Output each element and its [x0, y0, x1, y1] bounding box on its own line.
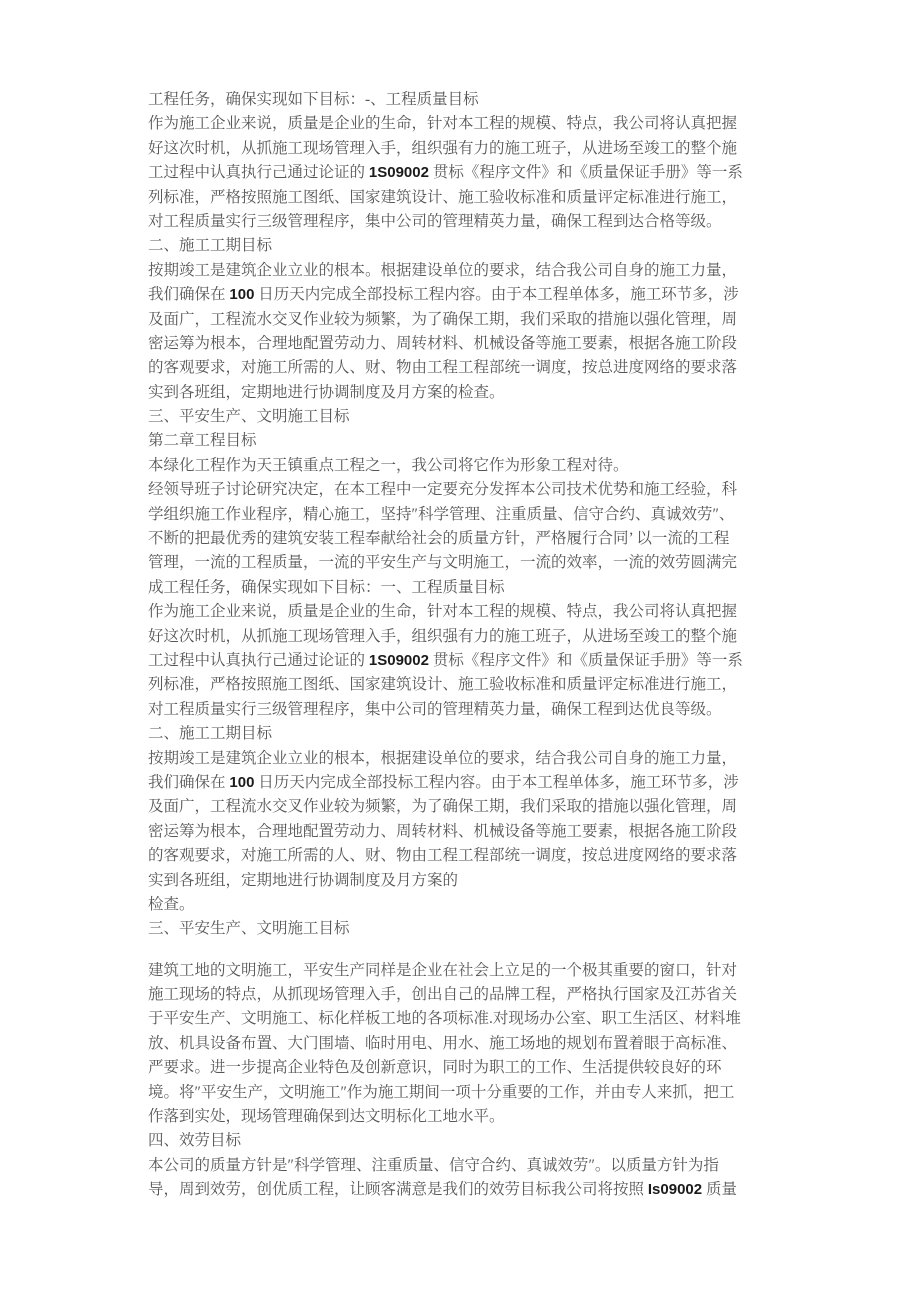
text-line — [148, 625, 758, 649]
text-segment: 的客观要求，对施工所需的人、财、物由工程工程部统一调度，按总进度网络的要求落 — [148, 359, 738, 377]
text-line — [148, 112, 758, 136]
text-line — [148, 869, 758, 893]
text-segment: 我们确保在 — [148, 286, 230, 304]
text-line — [148, 551, 758, 575]
text-line — [148, 983, 758, 1007]
text-segment: 对工程质量实行三级管理程序，集中公司的管理精英力量，确保工程到达合格等级。 — [148, 212, 722, 230]
text-line — [148, 1154, 758, 1178]
text-segment: 密运筹为根本，合理地配置劳动力、周转材料、机械设备等施工要素，根据各施工阶段 — [148, 334, 738, 352]
text-segment: 作为施工企业来说，质量是企业的生命，针对本工程的规模、特点，我公司将认真把握 — [148, 603, 738, 621]
text-segment: 三、平安生产、文明施工目标 — [148, 920, 350, 938]
text-segment: 列标准，严格按照施工图纸、国家建筑设计、施工验收标准和质量评定标准进行施工， — [148, 676, 738, 694]
text-segment: 境。将″平安生产，文明施工″作为施工期间一项十分重要的工作，并由专人来抓，把工 — [148, 1083, 735, 1101]
text-line — [148, 1178, 758, 1202]
text-line — [148, 503, 758, 527]
text-line — [148, 381, 758, 405]
text-segment: 工过程中认真执行己通过论证的 — [148, 164, 369, 182]
text-segment: 及面广，工程流水交叉作业较为频繁，为了确保工期，我们采取的措施以强化管理，周 — [148, 798, 738, 816]
text-segment: 成工程任务，确保实现如下目标：一、工程质量目标 — [148, 578, 505, 596]
text-line — [148, 893, 758, 917]
text-segment: 二、施工工期目标 — [148, 725, 273, 743]
text-segment: 建筑工地的文明施工，平安生产同样是企业在社会上立足的一个极其重要的窗口，针对 — [148, 961, 738, 979]
text-line — [148, 844, 758, 868]
text-line — [148, 1032, 758, 1056]
text-line — [148, 820, 758, 844]
text-segment: 经领导班子讨论研究决定，在本工程中一定要充分发挥本公司技术优势和施工经验，科 — [148, 481, 738, 499]
text-segment: 作落到实处，现场管理确保到达文明标化工地水平。 — [148, 1108, 505, 1126]
text-segment: 贯标《程序文件》和《质量保证手册》等一系 — [428, 164, 743, 182]
text-segment: 日历天内完成全部投标工程内容。由于本工程单体多，施工环节多，涉 — [254, 286, 739, 304]
text-segment: 工过程中认真执行己通过论证的 — [148, 651, 369, 669]
text-line — [148, 429, 758, 453]
text-line — [148, 795, 758, 819]
text-segment: 质量 — [702, 1181, 738, 1199]
text-line — [148, 527, 758, 551]
text-segment: 好这次时机，从抓施工现场管理入手，组织强有力的施工班子，从进场至竣工的整个施 — [148, 627, 738, 645]
text-segment: 实到各班组，定期地进行协调制度及月方案的 — [148, 871, 459, 889]
text-line — [148, 259, 758, 283]
text-segment: 的客观要求，对施工所需的人、财、物由工程工程部统一调度，按总进度网络的要求落 — [148, 847, 738, 865]
text-line — [148, 1056, 758, 1080]
text-segment: 工程任务，确保实现如下目标：-、工程质量目标 — [148, 91, 479, 108]
text-line — [148, 1081, 758, 1105]
text-line — [148, 478, 758, 502]
text-segment: 管理，一流的工程质量，一流的平安生产与文明施工，一流的效率，一流的效劳圆满完 — [148, 554, 738, 572]
text-segment: 本公司的质量方针是″科学管理、注重质量、信守合约、真诚效劳″。以质量方针为指 — [148, 1156, 719, 1174]
emphasis-text: Is09002 — [647, 1181, 703, 1199]
text-segment: 实到各班组，定期地进行协调制度及月方案的检查。 — [148, 383, 505, 401]
blank-line — [148, 942, 758, 959]
text-line — [148, 1007, 758, 1031]
text-segment: 学组织施工作业程序，精心施工，坚持″科学管理、注重质量、信守合约、真诚效劳″、 — [148, 505, 735, 523]
text-segment: 第二章工程目标 — [148, 432, 257, 450]
text-line — [148, 747, 758, 771]
text-line — [148, 771, 758, 795]
text-line — [148, 959, 758, 983]
text-segment: 于平安生产、文明施工、标化样板工地的各项标准.对现场办公室、职工生活区、材料堆 — [148, 1010, 741, 1028]
text-segment: 列标准，严格按照施工图纸、国家建筑设计、施工验收标准和质量评定标准进行施工， — [148, 188, 738, 206]
text-line — [148, 356, 758, 380]
text-line — [148, 673, 758, 697]
text-line — [148, 283, 758, 307]
text-line — [148, 88, 758, 112]
text-segment: 贯标《程序文件》和《质量保证手册》等一系 — [428, 651, 743, 669]
text-segment: 不断的把最优秀的建筑安装工程奉献给社会的质量方针，严格履行合同’ 以一流的工程 — [148, 530, 730, 548]
text-line — [148, 405, 758, 429]
text-line — [148, 576, 758, 600]
text-line — [148, 454, 758, 478]
emphasis-text: 100 — [229, 773, 255, 791]
text-line — [148, 161, 758, 185]
text-segment: 检查。 — [148, 895, 195, 913]
text-line — [148, 332, 758, 356]
text-line — [148, 1105, 758, 1129]
text-line — [148, 186, 758, 210]
emphasis-text: 100 — [229, 286, 255, 304]
emphasis-text: 1S09002 — [368, 164, 429, 182]
text-line — [148, 210, 758, 234]
text-line — [148, 698, 758, 722]
text-segment: 及面广，工程流水交叉作业较为频繁，为了确保工期，我们采取的措施以强化管理，周 — [148, 310, 738, 328]
text-line — [148, 234, 758, 258]
text-segment: 对工程质量实行三级管理程序，集中公司的管理精英力量，确保工程到达优良等级。 — [148, 700, 722, 718]
text-segment: 四、效劳目标 — [148, 1132, 242, 1150]
text-segment: 放、机具设备布置、大门围墙、临时用电、用水、施工场地的规划布置着眼于高标准、 — [148, 1034, 738, 1052]
text-line — [148, 308, 758, 332]
text-segment: 我们确保在 — [148, 773, 230, 791]
text-segment: 导，周到效劳，创优质工程，让顾客满意是我们的效劳目标我公司将按照 — [148, 1181, 648, 1199]
text-line — [148, 137, 758, 161]
text-segment: 施工现场的特点，从抓现场管理入手，创出自己的品牌工程，严格执行国家及江苏省关 — [148, 986, 738, 1004]
text-segment: 按期竣工是建筑企业立业的根本，根据建设单位的要求，结合我公司自身的施工力量， — [148, 749, 738, 767]
text-line — [148, 600, 758, 624]
emphasis-text: 1S09002 — [368, 651, 429, 669]
text-segment: 本绿化工程作为天王镇重点工程之一，我公司将它作为形象工程对待。 — [148, 456, 629, 474]
text-segment: 密运筹为根本，合理地配置劳动力、周转材料、机械设备等施工要素，根据各施工阶段 — [148, 822, 738, 840]
text-segment: 日历天内完成全部投标工程内容。由于本工程单体多，施工环节多，涉 — [254, 773, 739, 791]
text-line — [148, 1129, 758, 1153]
text-line — [148, 722, 758, 746]
text-segment: 三、平安生产、文明施工目标 — [148, 408, 350, 426]
text-segment: 二、施工工期目标 — [148, 237, 273, 255]
document-body — [148, 88, 758, 1203]
text-line — [148, 917, 758, 941]
text-line — [148, 649, 758, 673]
text-segment: 作为施工企业来说，质量是企业的生命，针对本工程的规模、特点，我公司将认真把握 — [148, 115, 738, 133]
text-segment: 严要求。进一步提高企业特色及创新意识，同时为职工的工作、生活提供较良好的环 — [148, 1059, 722, 1077]
text-segment: 按期竣工是建筑企业立业的根本。根据建设单位的要求，结合我公司自身的施工力量， — [148, 261, 738, 279]
text-segment: 好这次时机，从抓施工现场管理入手，组织强有力的施工班子，从进场至竣工的整个施 — [148, 139, 738, 157]
